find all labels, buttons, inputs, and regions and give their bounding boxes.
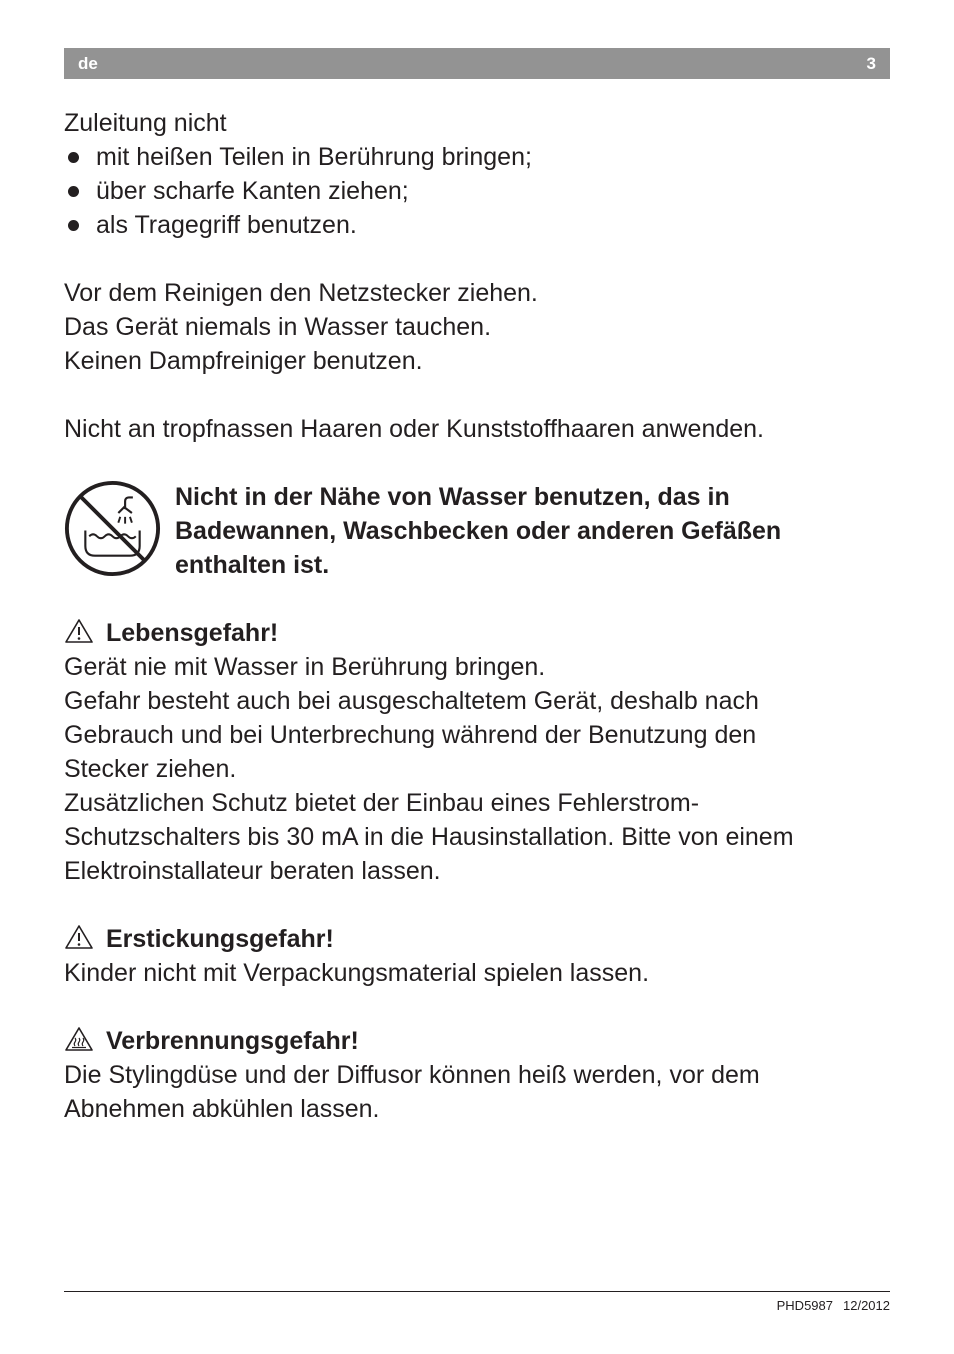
warning-triangle-icon: [64, 924, 94, 950]
danger-suffocation-heading: [64, 922, 894, 956]
cord-bullet-list: [64, 140, 894, 242]
danger-suffocation-section: [64, 922, 894, 990]
cord-instructions: [64, 106, 894, 242]
page-content: [64, 106, 894, 1126]
text-line: Abnehmen abkühlen lassen.: [64, 1095, 380, 1123]
page-number: 3: [866, 54, 876, 73]
hot-surface-warning-icon: [64, 1026, 94, 1052]
footer: [777, 1298, 890, 1313]
danger-burn-section: [64, 1024, 894, 1126]
danger-life-heading: [64, 616, 894, 650]
wet-hair-note: Nicht an tropfnassen Haaren oder Kunststoffhaaren anwenden.: [64, 415, 764, 443]
water-warning-text: [175, 480, 875, 582]
text-line: Kinder nicht mit Verpackungsmaterial spielen lassen.: [64, 959, 650, 987]
danger-life-title: Lebensgefahr!: [106, 619, 279, 647]
text-line: Stecker ziehen.: [64, 755, 237, 783]
text-line: Elektroinstallateur beraten lassen.: [64, 857, 441, 885]
text-line: Das Gerät niemals in Wasser tauchen.: [64, 313, 492, 341]
text-line: Nicht in der Nähe von Wasser benutzen, das in: [175, 483, 730, 511]
model-number: PHD5987: [776, 1298, 833, 1313]
text-line: Gebrauch und bei Unterbrechung während der Benutzung den: [64, 721, 757, 749]
footer-divider: [64, 1291, 890, 1292]
warning-triangle-icon: [64, 618, 94, 644]
water-warning: [64, 480, 894, 582]
text-line: Gerät nie mit Wasser in Berührung bringen.: [64, 653, 546, 681]
danger-burn-heading: [64, 1024, 894, 1058]
edition-date: 12/2012: [843, 1298, 890, 1313]
text-line: Schutzschalters bis 30 mA in die Hausinstallation. Bitte von einem: [64, 823, 794, 851]
language-code: de: [78, 54, 98, 73]
text-line: Zusätzlichen Schutz bietet der Einbau eines Fehlerstrom-: [64, 789, 700, 817]
danger-burn-title: Verbrennungsgefahr!: [106, 1027, 359, 1055]
danger-suffocation-title: Erstickungsgefahr!: [106, 925, 334, 953]
no-water-bath-icon: [64, 480, 161, 577]
cord-intro: Zuleitung nicht: [64, 109, 227, 137]
text-line: Gefahr besteht auch bei ausgeschaltetem Gerät, deshalb nach: [64, 687, 759, 715]
list-item: über scharfe Kanten ziehen;: [64, 174, 894, 208]
header-bar: [64, 48, 890, 79]
text-line: Vor dem Reinigen den Netzstecker ziehen.: [64, 279, 538, 307]
cleaning-instructions: [64, 276, 894, 378]
list-item: mit heißen Teilen in Berührung bringen;: [64, 140, 894, 174]
text-line: Die Stylingdüse und der Diffusor können heiß werden, vor dem: [64, 1061, 760, 1089]
text-line: Keinen Dampfreiniger benutzen.: [64, 347, 423, 375]
text-line: Badewannen, Waschbecken oder anderen Gefäßen: [175, 517, 782, 545]
danger-life-section: [64, 616, 894, 888]
text-line: enthalten ist.: [175, 551, 330, 579]
list-item: als Tragegriff benutzen.: [64, 208, 894, 242]
